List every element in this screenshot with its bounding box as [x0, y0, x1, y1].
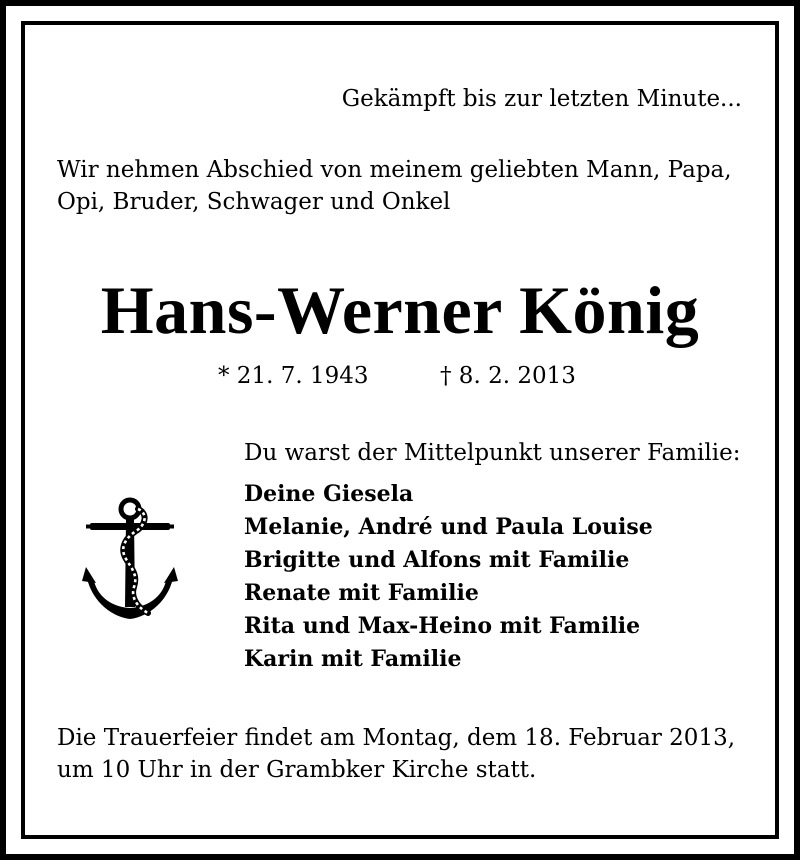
family-member: Brigitte und Alfons mit Familie [244, 547, 630, 573]
intro-text [57, 154, 732, 218]
anchor-icon [82, 495, 178, 627]
deceased-name: Hans-Werner König [100, 272, 700, 348]
intro-line: Opi, Bruder, Schwager und Onkel [57, 189, 451, 215]
family-member: Rita und Max-Heino mit Familie [244, 613, 641, 639]
service-info [57, 722, 735, 786]
family-lead: Du warst der Mittelpunkt unserer Familie: [244, 440, 741, 466]
service-line: Die Trauerfeier findet am Montag, dem 18. Februar 2013, [57, 725, 736, 751]
birth-date: * 21. 7. 1943 [218, 363, 369, 389]
motto: Gekämpft bis zur letzten Minute... [341, 86, 742, 112]
death-date: † 8. 2. 2013 [440, 363, 576, 389]
family-member: Melanie, André und Paula Louise [244, 514, 653, 540]
family-list [244, 478, 653, 676]
family-member: Karin mit Familie [244, 646, 462, 672]
service-line: um 10 Uhr in der Grambker Kirche statt. [57, 757, 537, 783]
intro-line: Wir nehmen Abschied von meinem geliebten Mann, Papa, [57, 157, 732, 183]
family-member: Deine Giesela [244, 481, 414, 507]
family-member: Renate mit Familie [244, 580, 479, 606]
border-inner [21, 21, 779, 839]
